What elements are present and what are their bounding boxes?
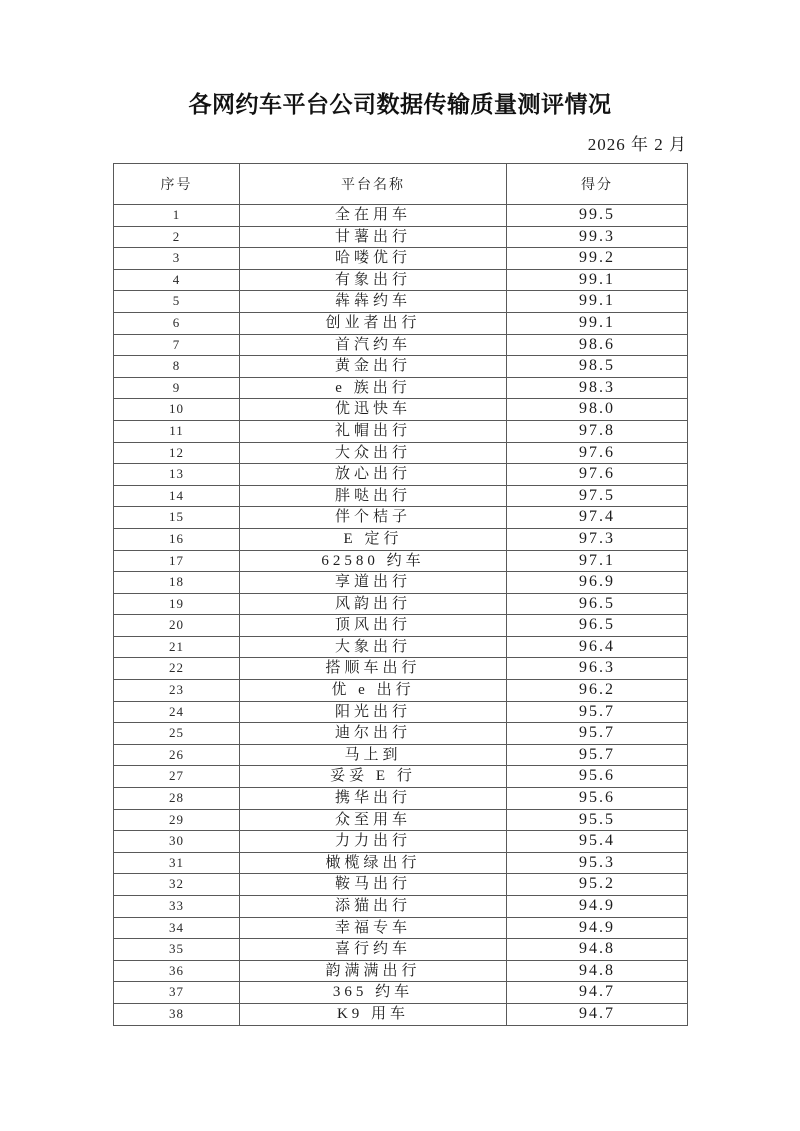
table-row [114,593,688,615]
row-index-cell: 31 [114,852,240,874]
row-index-cell: 36 [114,960,240,982]
score-cell: 96.2 [507,680,688,702]
platform-name-cell: 鞍马出行 [240,874,507,896]
table-row [114,420,688,442]
table-row [114,442,688,464]
table-row [114,464,688,486]
row-index-cell: 14 [114,485,240,507]
score-cell: 95.5 [507,809,688,831]
score-cell: 99.3 [507,226,688,248]
row-index-cell: 19 [114,593,240,615]
score-cell: 94.9 [507,896,688,918]
platform-name-cell: 黄金出行 [240,356,507,378]
platform-name-cell: 众至用车 [240,809,507,831]
row-index-cell: 26 [114,744,240,766]
row-index-cell: 33 [114,896,240,918]
platform-name-cell: e 族出行 [240,377,507,399]
table-row [114,744,688,766]
score-cell: 97.4 [507,507,688,529]
row-index-cell: 12 [114,442,240,464]
table-row [114,226,688,248]
table-row [114,312,688,334]
platform-name-cell: 搭顺车出行 [240,658,507,680]
score-cell: 95.7 [507,701,688,723]
table-row [114,766,688,788]
table-row [114,485,688,507]
row-index-cell: 24 [114,701,240,723]
table-row [114,356,688,378]
row-index-cell: 25 [114,723,240,745]
row-index-cell: 22 [114,658,240,680]
table-row [114,636,688,658]
score-cell: 94.7 [507,1003,688,1025]
platform-name-cell: 添猫出行 [240,896,507,918]
score-cell: 95.3 [507,852,688,874]
table-row [114,291,688,313]
row-index-cell: 20 [114,615,240,637]
table-row [114,205,688,227]
table-row [114,917,688,939]
table-row [114,269,688,291]
table-row [114,809,688,831]
row-index-cell: 30 [114,831,240,853]
row-index-cell: 28 [114,788,240,810]
table-header-row [114,164,688,205]
score-cell: 97.3 [507,528,688,550]
score-cell: 99.1 [507,312,688,334]
table-row [114,896,688,918]
score-cell: 94.9 [507,917,688,939]
row-index-cell: 16 [114,528,240,550]
row-index-cell: 11 [114,420,240,442]
row-index-cell: 10 [114,399,240,421]
table-row [114,248,688,270]
row-index-cell: 29 [114,809,240,831]
platform-name-cell: 幸福专车 [240,917,507,939]
row-index-cell: 3 [114,248,240,270]
score-cell: 97.6 [507,464,688,486]
score-cell: 96.5 [507,615,688,637]
score-cell: 97.8 [507,420,688,442]
platform-name-cell: 橄榄绿出行 [240,852,507,874]
score-cell: 94.8 [507,939,688,961]
table-row [114,334,688,356]
score-cell: 99.2 [507,248,688,270]
col-header-score: 得分 [507,164,688,205]
platform-name-cell: 胖哒出行 [240,485,507,507]
platform-name-cell: 马上到 [240,744,507,766]
table-row [114,550,688,572]
platform-name-cell: 妥妥 E 行 [240,766,507,788]
score-cell: 95.4 [507,831,688,853]
score-cell: 96.3 [507,658,688,680]
score-cell: 96.4 [507,636,688,658]
row-index-cell: 2 [114,226,240,248]
table-row [114,1003,688,1025]
platform-name-cell: 有象出行 [240,269,507,291]
table-row [114,572,688,594]
score-cell: 98.6 [507,334,688,356]
score-cell: 99.1 [507,269,688,291]
score-cell: 97.5 [507,485,688,507]
table-row [114,507,688,529]
score-cell: 94.8 [507,960,688,982]
table-header [114,164,688,205]
platform-name-cell: 365 约车 [240,982,507,1004]
row-index-cell: 9 [114,377,240,399]
table-row [114,658,688,680]
platform-name-cell: 伴个桔子 [240,507,507,529]
score-cell: 98.3 [507,377,688,399]
table-row [114,960,688,982]
score-cell: 98.5 [507,356,688,378]
platform-name-cell: 创业者出行 [240,312,507,334]
row-index-cell: 13 [114,464,240,486]
platform-name-cell: 喜行约车 [240,939,507,961]
table-row [114,399,688,421]
row-index-cell: 5 [114,291,240,313]
row-index-cell: 8 [114,356,240,378]
row-index-cell: 18 [114,572,240,594]
platform-name-cell: 大众出行 [240,442,507,464]
score-cell: 97.6 [507,442,688,464]
platform-name-cell: 迪尔出行 [240,723,507,745]
platform-name-cell: 携华出行 [240,788,507,810]
row-index-cell: 37 [114,982,240,1004]
row-index-cell: 1 [114,205,240,227]
platform-name-cell: 礼帽出行 [240,420,507,442]
page-title: 各网约车平台公司数据传输质量测评情况 [188,92,612,117]
row-index-cell: 6 [114,312,240,334]
score-table [113,163,688,1026]
platform-name-cell: 全在用车 [240,205,507,227]
platform-name-cell: 甘薯出行 [240,226,507,248]
platform-name-cell: 阳光出行 [240,701,507,723]
platform-name-cell: 韵满满出行 [240,960,507,982]
table-row [114,377,688,399]
platform-name-cell: 62580 约车 [240,550,507,572]
score-cell: 97.1 [507,550,688,572]
platform-name-cell: 享道出行 [240,572,507,594]
platform-name-cell: 风韵出行 [240,593,507,615]
row-index-cell: 4 [114,269,240,291]
col-header-index: 序号 [114,164,240,205]
row-index-cell: 34 [114,917,240,939]
platform-name-cell: 优 e 出行 [240,680,507,702]
table-body [114,205,688,1026]
platform-name-cell: 犇犇约车 [240,291,507,313]
score-cell: 98.0 [507,399,688,421]
table-row [114,528,688,550]
platform-name-cell: 顶风出行 [240,615,507,637]
score-cell: 95.7 [507,723,688,745]
table-row [114,701,688,723]
table-row [114,723,688,745]
platform-name-cell: 力力出行 [240,831,507,853]
table-row [114,788,688,810]
score-cell: 95.6 [507,766,688,788]
score-cell: 95.6 [507,788,688,810]
platform-name-cell: 哈喽优行 [240,248,507,270]
platform-name-cell: 大象出行 [240,636,507,658]
score-cell: 99.5 [507,205,688,227]
platform-name-cell: K9 用车 [240,1003,507,1025]
score-cell: 96.5 [507,593,688,615]
row-index-cell: 27 [114,766,240,788]
row-index-cell: 15 [114,507,240,529]
score-cell: 94.7 [507,982,688,1004]
score-cell: 99.1 [507,291,688,313]
table-row [114,874,688,896]
platform-name-cell: E 定行 [240,528,507,550]
row-index-cell: 35 [114,939,240,961]
row-index-cell: 21 [114,636,240,658]
score-cell: 95.2 [507,874,688,896]
table-row [114,852,688,874]
table-row [114,680,688,702]
platform-name-cell: 首汽约车 [240,334,507,356]
row-index-cell: 23 [114,680,240,702]
row-index-cell: 17 [114,550,240,572]
table-row [114,939,688,961]
row-index-cell: 7 [114,334,240,356]
row-index-cell: 32 [114,874,240,896]
table-row [114,982,688,1004]
score-cell: 95.7 [507,744,688,766]
col-header-platform-name: 平台名称 [240,164,507,205]
table-row [114,831,688,853]
platform-name-cell: 放心出行 [240,464,507,486]
row-index-cell: 38 [114,1003,240,1025]
score-cell: 96.9 [507,572,688,594]
platform-name-cell: 优迅快车 [240,399,507,421]
table-row [114,615,688,637]
report-date: 2026 年 2 月 [587,135,687,154]
